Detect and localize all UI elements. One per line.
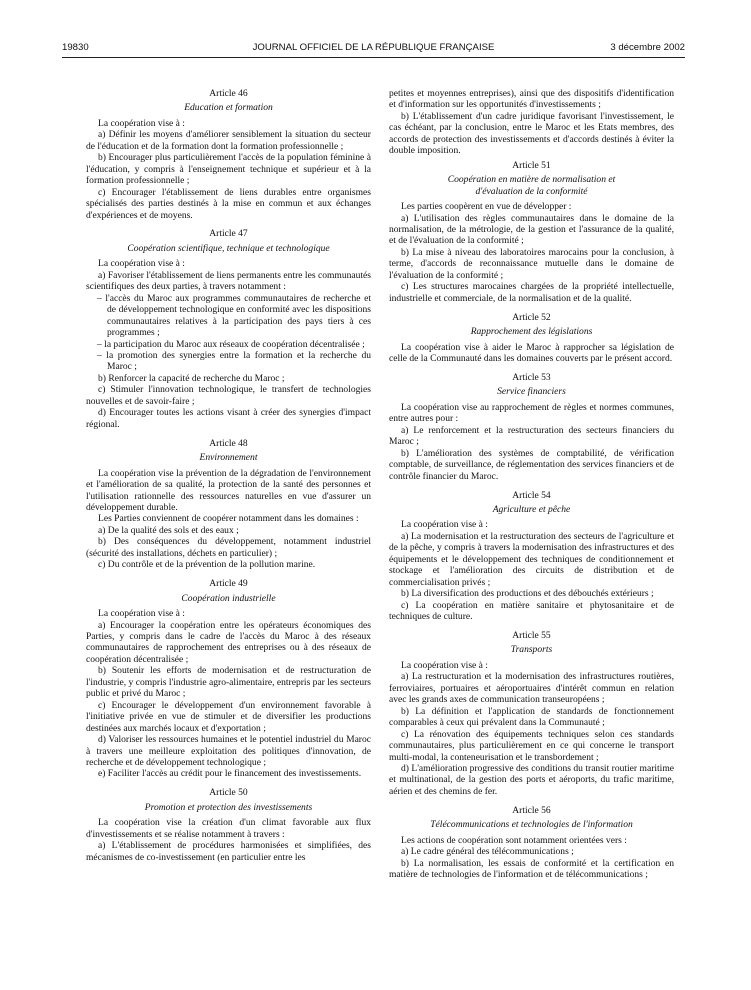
article-subtitle: Agriculture et pêche	[492, 504, 571, 515]
article-subtitle: Education et formation	[184, 102, 273, 114]
article-subtitle: Environnement	[199, 452, 258, 464]
paragraph: Les actions de coopération sont notamment orientées vers :	[401, 834, 627, 846]
article-subtitle: Coopération en matière de normalisation et d'évaluation de la conformité	[447, 174, 616, 197]
article-title: Article 56	[512, 804, 551, 816]
article-title: Article 49	[209, 578, 248, 590]
paragraph: e) Faciliter l'accès au crédit pour le financement des investissements.	[98, 768, 362, 780]
paragraph: La coopération vise la création d'un climat favorable aux flux d'investissements et se réalise notamment à travers :	[86, 817, 371, 840]
article-title: Article 46	[209, 88, 248, 99]
paragraph: b) Encourager plus particulièrement l'accès de la population féminine à l'éducation, y compris à l'enseignement technique et supérieur et à la formation professionnelle ;	[86, 152, 371, 187]
article-subtitle: Coopération industrielle	[181, 592, 276, 604]
paragraph: b) La mise à niveau des laboratoires marocains pour la conclusion, à terme, d'accords de reconnaissance mutuelle dans le domaine de l'évaluation de la conformité ;	[389, 246, 674, 281]
article-title: Article 48	[209, 437, 248, 449]
paragraph: c) Les structures marocaines chargées de la propriété intellectuelle, industrielle et commerciale, de la normalisation et de la qualité.	[389, 281, 674, 304]
paragraph: a) Encourager la coopération entre les opérateurs économiques des Parties, y compris dans le cadre de l'accès du Maroc à des réseaux communautaires de rapprochement des entreprises ou à des réseaux de coopération décentralisée ;	[86, 619, 371, 665]
paragraph: c) Encourager le développement d'un environnement favorable à l'initiative privée en vue de stimuler et de diversifier les productions destinées aux marchés locaux et d'exportation ;	[86, 699, 371, 734]
article-subtitle: Transports	[510, 644, 553, 656]
header-rule	[62, 57, 685, 58]
dash-item: – l'accès du Maroc aux programmes communautaires de recherche et de développement technologique en conformité avec les dispositions communautaires relatives à la participation des pays tiers à ces programmes ;	[97, 292, 371, 339]
paragraph: c) Stimuler l'innovation technologique, le transfert de technologies nouvelles et de savoir-faire ;	[86, 384, 371, 407]
paragraph: a) Le cadre général des télécommunications ;	[401, 846, 574, 858]
paragraph: b) La normalisation, les essais de conformité et la certification en matière de technologies de l'information et de télécommunications ;	[389, 857, 674, 881]
paragraph: Les parties coopèrent en vue de développer :	[401, 201, 572, 213]
paragraph: Les Parties conviennent de coopérer notamment dans les domaines :	[98, 513, 359, 525]
paragraph: b) Soutenir les efforts de modernisation et de restructuration de l'industrie, y compris l'industrie agro-alimentaire, entrepris par les secteurs public et privé du Maroc ;	[86, 665, 371, 700]
paragraph: La coopération vise au rapprochement de règles et normes communes, entre autres pour :	[389, 401, 674, 425]
article-subtitle: Coopération scientifique, technique et technologique	[127, 242, 330, 254]
paragraph: b) Renforcer la capacité de recherche du Maroc ;	[98, 372, 285, 384]
paragraph: c) Encourager l'établissement de liens durables entre organismes spécialisés des parties destinés à la mise en commun et aux échanges d'expériences et de moyens.	[86, 186, 371, 221]
paragraph: a) De la qualité des sols et des eaux ;	[98, 524, 239, 536]
article-title: Article 55	[512, 630, 551, 642]
dash-item: – la promotion des synergies entre la formation et la recherche du Maroc ;	[97, 350, 371, 373]
paragraph: a) L'utilisation des règles communautaires dans le domaine de la normalisation, de la métrologie, de la gestion et l'assurance de la qualité, et de l'évaluation de la conformité ;	[389, 212, 674, 247]
paragraph: a) Favoriser l'établissement de liens permanents entre les communautés scientifiques des deux parties, à travers notamment :	[86, 269, 371, 293]
paragraph: a) La modernisation et la restructuration des secteurs de l'agriculture et de la pêche, y compris à travers la modernisation des infrastructures et des équipements et le développement des techniques de conditionnement et stockage et l'amélioration des circuits de distribution et de commercialisation privés ;	[389, 530, 674, 588]
article-title: Article 47	[209, 228, 248, 240]
paragraph: b) L'établissement d'un cadre juridique favorisant l'investissement, le cas échéant, par la conclusion, entre le Maroc et les Etats membres, des accords de protection des investissements et d'accords destinés à éviter la double imposition.	[389, 110, 674, 157]
paragraph: a) Définir les moyens d'améliorer sensiblement la situation du secteur de l'éducation et de la formation dont la formation professionnelle ;	[86, 129, 371, 152]
paragraph: La coopération vise la prévention de la dégradation de l'environnement et l'amélioration de sa qualité, la protection de la santé des personnes et l'utilisation rationnelle des ressources naturelles en vue d'assurer un développement durable.	[86, 467, 371, 513]
paragraph: c) La coopération en matière sanitaire et phytosanitaire et de techniques de culture.	[389, 599, 674, 623]
page-header	[62, 42, 685, 56]
paragraph: c) Du contrôle et de la prévention de la pollution marine.	[98, 559, 316, 571]
paragraph: d) Encourager toutes les actions visant à créer des synergies d'impact régional.	[86, 407, 371, 430]
paragraph: b) L'amélioration des systèmes de comptabilité, de vérification comptable, de surveillance, de réglementation des services financiers et de contrôle financier du Maroc.	[389, 447, 674, 482]
paragraph-continuation: petites et moyennes entreprises), ainsi que des dispositifs d'identification et d'information sur les opportunités d'investissements ;	[389, 88, 674, 111]
article-title: Article 50	[209, 787, 248, 799]
paragraph: a) La restructuration et la modernisation des infrastructures routières, ferroviaires, portuaires et aéroportuaires d'intérêt commun en relation avec les grands axes de communication transeuropéens ;	[389, 671, 674, 706]
article-subtitle: Rapprochement des législations	[470, 326, 593, 338]
article-title: Article 52	[512, 311, 551, 323]
article-title: Article 51	[512, 159, 551, 171]
paragraph: d) L'amélioration progressive des conditions du transit routier maritime et multinational, de la gestion des ports et aéroports, du trafic maritime, aérien et des chemins de fer.	[389, 763, 674, 797]
paragraph: b) La définition et l'application de standards de fonctionnement comparables à ceux qui prévalent dans la Communauté ;	[389, 705, 674, 729]
paragraph: b) La diversification des productions et des débouchés extérieurs ;	[401, 588, 654, 600]
paragraph: b) Des conséquences du développement, notamment industriel (sécurité des installations, déchets en particulier) ;	[86, 536, 371, 559]
page-number: 19830	[62, 42, 89, 53]
right-column	[389, 88, 674, 881]
paragraph: a) L'établissement de procédures harmonisées et simplifiées, des mécanismes de co-investissement (en particulier entre les	[86, 840, 371, 863]
paragraph: d) Valoriser les ressources humaines et le potentiel industriel du Maroc à travers une meilleure exploitation des politiques d'innovation, de recherche et de développement technologique ;	[86, 734, 371, 768]
journal-title: JOURNAL OFFICIEL DE LA RÉPUBLIQUE FRANÇAISE	[252, 42, 495, 53]
paragraph: La coopération vise à :	[98, 608, 185, 620]
left-column	[86, 88, 371, 863]
article-title: Article 54	[512, 489, 551, 501]
article-subtitle: Télécommunications et technologies de l'information	[430, 819, 633, 831]
article-title: Article 53	[512, 371, 551, 383]
paragraph: La coopération vise à :	[401, 659, 488, 671]
article-subtitle: Promotion et protection des investissements	[144, 801, 313, 813]
issue-date: 3 décembre 2002	[610, 42, 685, 53]
paragraph: La coopération vise à :	[98, 258, 185, 270]
paragraph: La coopération vise à aider le Maroc à rapprocher sa législation de celle de la Communauté dans les domaines couverts par le présent accord.	[389, 341, 674, 365]
paragraph: c) La rénovation des équipements techniques selon ces standards communautaires, plus particulièrement en ce qui concerne le transport multi-modal, la conteneurisation et le transbordement ;	[389, 728, 674, 763]
paragraph: La coopération vise à :	[401, 519, 488, 531]
paragraph: La coopération vise à :	[98, 117, 185, 129]
paragraph: a) Le renforcement et la restructuration des secteurs financiers du Maroc ;	[389, 424, 674, 448]
dash-item: – la participation du Maroc aux réseaux de coopération décentralisée ;	[97, 338, 365, 350]
article-subtitle: Service financiers	[497, 386, 566, 398]
